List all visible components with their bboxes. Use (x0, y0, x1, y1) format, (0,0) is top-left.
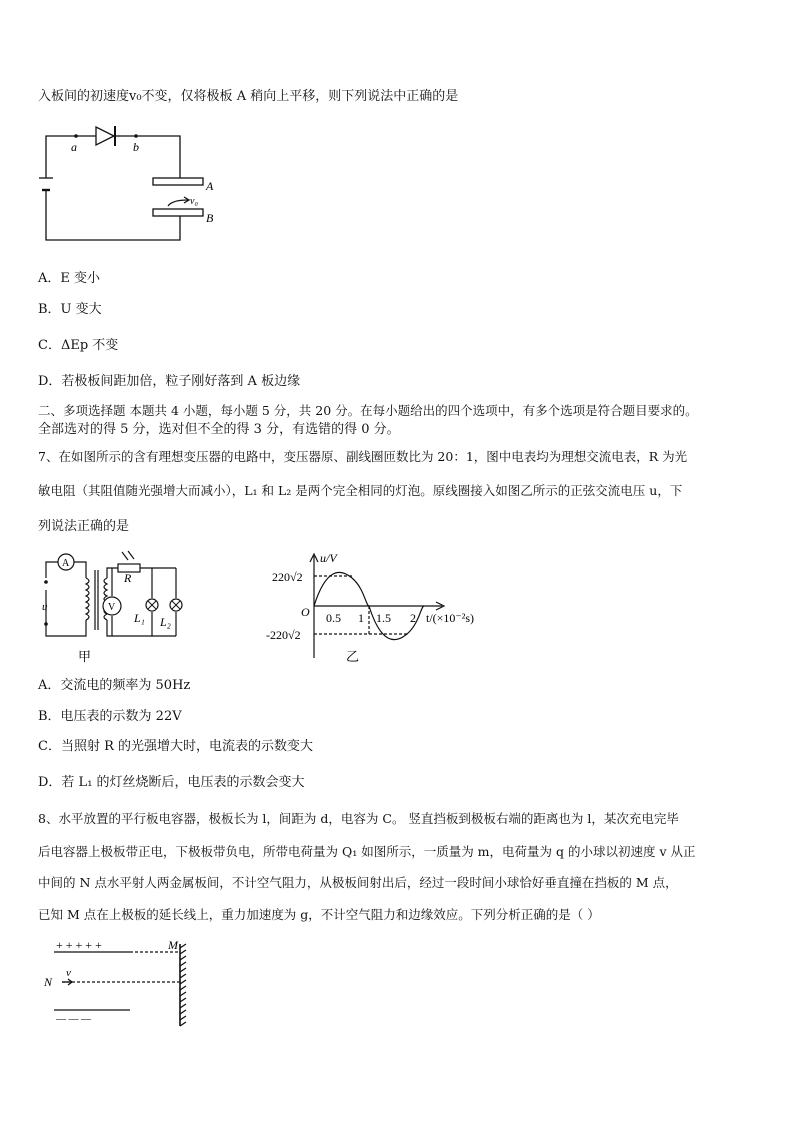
y-max-label: 220√2 (272, 570, 303, 584)
section2-line2: 全部选对的得 5 分，选对但不全的得 3 分，有选错的得 0 分。 (38, 422, 400, 437)
q7-line3: 列说法正确的是 (38, 519, 130, 534)
q8-line1: 8、水平放置的平行板电容器，极板长为 l，间距为 d，电容为 C。 竖直挡板到极板右端的距离也为 l，某次充电完毕 (38, 811, 679, 826)
v0-label: v₀ (190, 196, 198, 207)
m-point-label: M (168, 938, 178, 952)
l2-label: L₂ (160, 615, 171, 629)
node-a-label: a (71, 140, 77, 154)
q6-option-b: B．U 变大 (38, 302, 102, 317)
q6-option-d: D．若极板间距加倍，粒子刚好落到 A 板边缘 (38, 374, 301, 389)
q7-option-c: C．当照射 R 的光强增大时，电流表的示数变大 (38, 739, 313, 754)
q8-line2: 后电容器上极板带正电，下极板带负电，所带电荷量为 Q₁ 如图所示，一质量为 m，电荷量为 q 的小球以初速度 v 从正 (38, 844, 696, 859)
n-point-label: N (44, 975, 53, 989)
q7-option-b: B．电压表的示数为 22V (38, 709, 182, 724)
node-b-label: b (133, 140, 139, 154)
section2-line1: 二、多项选择题 本题共 4 小题，每小题 5 分，共 20 分。在每小题给出的四个选项中，有多个选项是符合题目要求的。 (38, 403, 698, 418)
ammeter-label: A (62, 558, 70, 569)
parallel-plate-figure (40, 938, 200, 1030)
capacitor-circuit-figure (38, 118, 228, 248)
l1-label: L₁ (134, 611, 145, 625)
tick-0-5: 0.5 (326, 611, 341, 625)
intro-line: 入板间的初速度v₀不变，仅将极板 A 稍向上平移，则下列说法中正确的是 (38, 89, 459, 104)
q7-option-d: D．若 L₁ 的灯丝烧断后，电压表的示数会变大 (38, 775, 305, 790)
y-axis-label: u/V (320, 551, 337, 565)
v-label: v (66, 967, 71, 979)
transformer-circuit-figure (38, 548, 188, 670)
q7-line2: 敏电阻（其阻值随光强增大而减小），L₁ 和 L₂ 是两个完全相同的灯泡。原线圈接入如图乙所示的正弦交流电压 u，下 (38, 483, 683, 498)
q7-option-a: A．交流电的频率为 50Hz (38, 678, 191, 693)
tick-1: 1 (358, 611, 364, 625)
u-label: u (42, 601, 48, 613)
origin-label: O (301, 605, 310, 619)
voltmeter-label: V (108, 602, 116, 613)
q7-line1: 7、在如图所示的含有理想变压器的电路中，变压器原、副线圈匝数比为 20：1，图中电表均为理想交流电表，R 为光 (38, 449, 688, 464)
r-label: R (124, 571, 132, 585)
q8-line4: 已知 M 点在上极板的延长线上，重力加速度为 g，不计空气阻力和边缘效应。下列分析正确的是（ ） (38, 907, 600, 922)
negative-charges: — — — (56, 1014, 91, 1025)
fig-yi-caption: 乙 (346, 649, 360, 664)
tick-2: 2 (410, 611, 416, 625)
tick-1-5: 1.5 (376, 611, 391, 625)
x-axis-label: t/(×10⁻²s) (426, 611, 475, 625)
positive-charges: + + + + + (56, 938, 102, 952)
q6-option-a: A．E 变小 (38, 271, 101, 286)
q6-option-c: C．ΔEp 不变 (38, 338, 119, 353)
sine-voltage-figure (266, 548, 506, 670)
q8-line3: 中间的 N 点水平射人两金属板间，不计空气阻力，从极板间射出后，经过一段时间小球恰好垂直撞在挡板的 M 点， (38, 875, 678, 890)
plate-a-label: A (206, 179, 214, 193)
fig-jia-caption: 甲 (78, 649, 92, 664)
plate-b-label: B (206, 211, 214, 225)
y-min-label: -220√2 (266, 628, 301, 642)
